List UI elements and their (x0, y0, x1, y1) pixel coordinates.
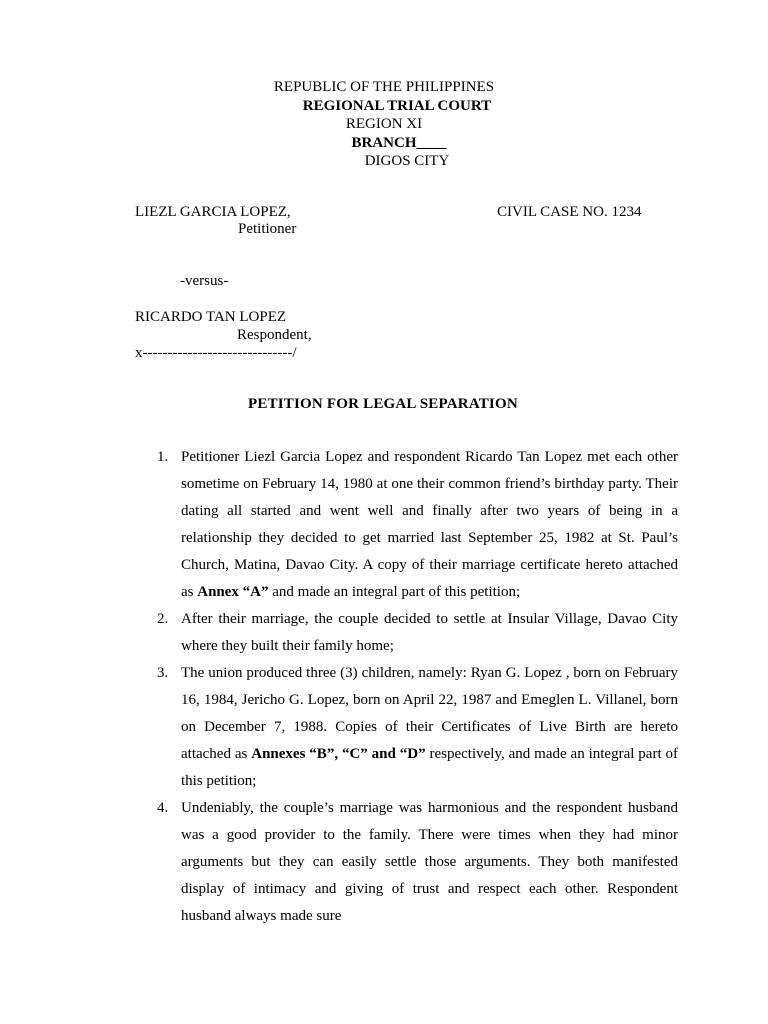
paragraph-number: 2. (157, 611, 169, 627)
paragraph-text: Petitioner Liezl Garcia Lopez and respondent Ricardo Tan Lopez met each other sometime on February 14, 1980 at one their common friend’s birthday party. Their dating all started and went well and finally after two years of being in a relationship they decided to get married last September 25, 1982 at St. Paul’s Church, Matina, Davao City. A copy of their marriage certificate hereto attached as (181, 449, 678, 600)
paragraph-text: Undeniably, the couple’s marriage was harmonious and the respondent husband was a good provider to the family. There were times when they had minor arguments but they can easily settle those arguments. They both manifested display of intimacy and giving of trust and respect each other. Respondent husband always made sure (181, 800, 678, 924)
respondent-name: RICARDO TAN LOPEZ (135, 309, 287, 325)
petitioner-role: Petitioner (238, 221, 297, 237)
paragraph-3 (157, 660, 678, 795)
annex-reference: Annex “A” (197, 584, 269, 600)
petition-title: PETITION FOR LEGAL SEPARATION (248, 396, 518, 412)
paragraph-text: respectively, and made an integral part of this petition; (181, 746, 678, 789)
caption-separator: x------------------------------/ (135, 345, 297, 361)
paragraph-number: 4. (157, 800, 169, 816)
petitioner-name: LIEZL GARCIA LOPEZ, (135, 204, 291, 220)
paragraph-text: After their marriage, the couple decided to settle at Insular Village, Davao City where they built their family home; (181, 611, 678, 654)
paragraph-number: 1. (157, 449, 169, 465)
header-branch: BRANCH____ (351, 134, 447, 151)
annex-reference: Annexes “B”, “C” and “D” (251, 746, 426, 762)
paragraph-text: and made an integral part of this petition; (268, 584, 521, 600)
header-republic: REPUBLIC OF THE PHILIPPINES (273, 79, 495, 95)
header-city: DIGOS CITY (364, 153, 450, 169)
header-region: REGION XI (345, 116, 423, 132)
case-number: CIVIL CASE NO. 1234 (497, 204, 642, 220)
paragraph-4 (157, 795, 678, 930)
paragraph-2 (157, 606, 678, 660)
court-header (0, 78, 768, 171)
paragraph-number: 3. (157, 665, 169, 681)
numbered-paragraphs (157, 444, 678, 930)
header-court: REGIONAL TRIAL COURT (302, 97, 492, 114)
paragraph-1 (157, 444, 678, 606)
paragraph-text: The union produced three (3) children, namely: Ryan G. Lopez , born on February 16, 1984, Jericho G. Lopez, born on April 22, 1987 and Emeglen L. Villanel, born on December 7, 1988. Copies of their Certificates of Live Birth are hereto attached as (181, 665, 678, 762)
respondent-role: Respondent, (237, 327, 312, 343)
versus-label: -versus- (180, 273, 229, 289)
